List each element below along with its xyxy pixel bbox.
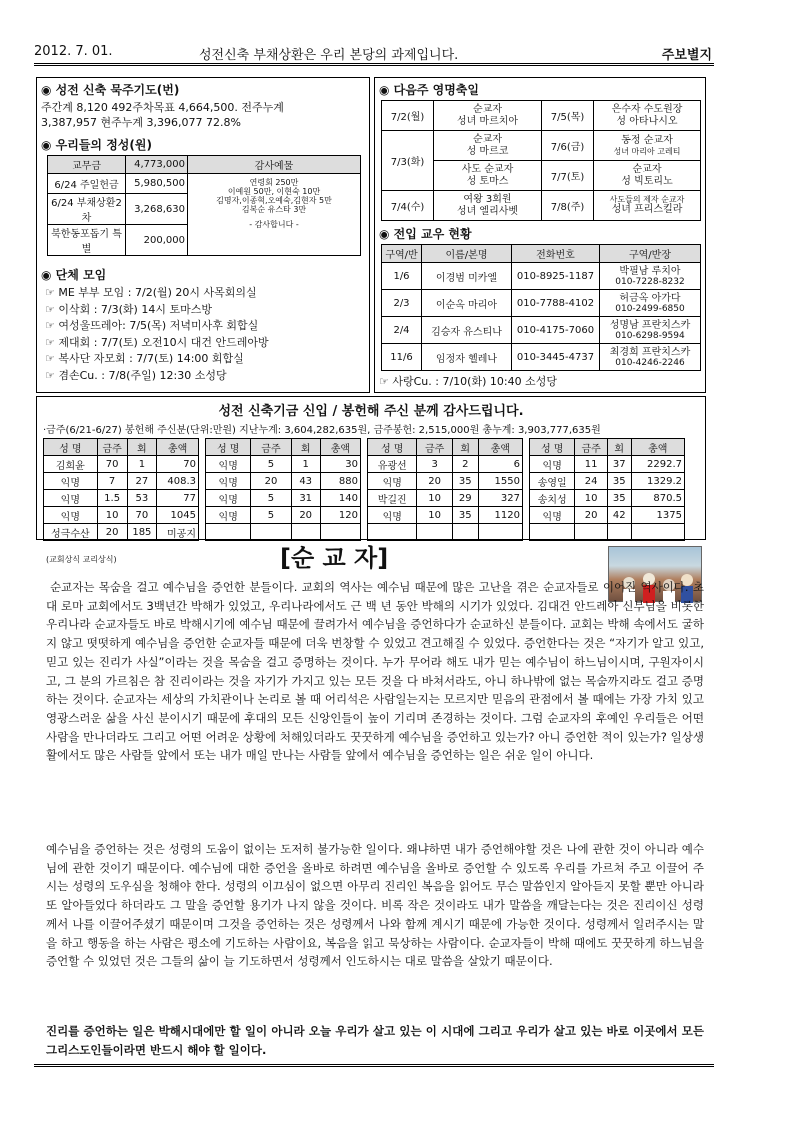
table-row — [382, 317, 701, 344]
donor-name: 송치성 — [530, 490, 575, 507]
fund-head: 회 — [291, 439, 320, 456]
leader-phone: 010-4246-2246 — [615, 357, 685, 368]
transfer-note: ☞ 사랑Cu. : 7/10(화) 10:40 소성당 — [379, 375, 557, 388]
week-amount: 11 — [575, 456, 607, 473]
fund-head: 총액 — [157, 439, 199, 456]
right-panel — [374, 77, 706, 393]
donor-name: 익명 — [206, 456, 251, 473]
week-amount: 10 — [97, 507, 127, 524]
page-header — [34, 42, 714, 66]
contrib-value: 3,268,630 — [126, 194, 188, 225]
feast-name: 은수자 수도원장 — [611, 103, 683, 115]
transfer-phone: 010-8925-1187 — [512, 263, 600, 290]
thanks-line: 이예원 50만, 이현숙 10만 — [227, 187, 321, 196]
prayer-line-1: 주간계 8,120 492주차목표 4,664,500. 전주누계 — [41, 101, 284, 114]
week-amount: 10 — [417, 490, 452, 507]
feast-table — [381, 100, 701, 221]
total: 327 — [478, 490, 522, 507]
total: 408.3 — [157, 473, 199, 490]
donor-name: 익명 — [44, 507, 98, 524]
contrib-title: ◉ 우리들의 정성(원) — [41, 138, 152, 152]
count: 185 — [127, 524, 157, 541]
feast-name: 여왕 3회원 — [463, 193, 512, 205]
table-row — [44, 507, 199, 524]
contrib-key: 6/24 주일헌금 — [48, 174, 126, 194]
meeting-item: ☞ 이삭회 : 7/3(화) 14시 토마스방 — [45, 302, 212, 316]
article-paragraph-2: 예수님을 증언하는 것은 성령의 도움이 없이는 도저히 불가능한 일이다. 왜냐하면 내가 증언해야할 것은 나에 관한 것이 아니라 예수님에 관한 것이기 때문이다. 예수님에 대한 증언을 올바로 하려면 예수님을 올바로 증언할 수 있도록 우리를 가르쳐 주고 이끌어 주시는 성령의 도우심을 청해야 한다. 성령의 이끄심이 없으면 아무리 진리인 복음을 읽어도 무슨 말씀인지 알아듣지 못할 뿐만 아니라 또 알아들었다 하더라도 그 말을 증언할 용기가 나지 않을 것이다. 비록 작은 것이라도 내가 말씀을 깨달는다는 것은 진리이신 성령께서 나를 이끌어주셨기 때문이며 그것을 증언하는 것은 성령께서 나와 함께 계시기 때문에 가능한 것이다. 성령께서 일러주시는 말을 하고 행동을 하는 사람은 평소에 기도하는 사람이요, 복음을 읽고 묵상하는 사람이다. 순교자들이 박해 때에도 꿋꿋하게 하느님을 증언할 수 있었던 것은 그들의 삶이 늘 기도하면서 성령께서 인도하시는 대로 말씀을 살았기 때문이다. — [46, 842, 704, 969]
table-row — [530, 507, 685, 524]
count: 53 — [127, 490, 157, 507]
issue-date: 2012. 7. 01. — [34, 44, 113, 59]
feast-date: 7/3(화) — [382, 131, 434, 191]
table-row — [206, 473, 361, 490]
prayer-line-2: 3,387,957 현주누계 3,396,077 72.8% — [41, 116, 241, 129]
left-panel — [36, 77, 370, 393]
feast-name: 순교자 — [473, 103, 502, 115]
feast-date: 7/5(목) — [542, 101, 594, 131]
table-row — [530, 473, 685, 490]
donor-name: 익명 — [530, 507, 575, 524]
total: 1120 — [478, 507, 522, 524]
contrib-value: 200,000 — [126, 225, 188, 256]
week-amount: 20 — [575, 507, 607, 524]
donor-name: 익명 — [530, 456, 575, 473]
donor-name: 유광선 — [368, 456, 417, 473]
total: 870.5 — [631, 490, 684, 507]
fund-grid — [43, 438, 705, 541]
count: 1 — [127, 456, 157, 473]
table-row — [44, 473, 199, 490]
fund-head: 총액 — [320, 439, 360, 456]
total: 140 — [320, 490, 360, 507]
week-amount: 5 — [251, 456, 291, 473]
table-row — [382, 290, 701, 317]
leader-name: 박필남 루치아 — [619, 265, 681, 277]
total: 6 — [478, 456, 522, 473]
contrib-table — [47, 155, 361, 256]
week-amount: 70 — [97, 456, 127, 473]
fund-head: 회 — [127, 439, 157, 456]
feast-name: 순교자 — [473, 133, 502, 145]
donor-name: 익명 — [44, 490, 98, 507]
week-amount — [417, 524, 452, 541]
table-row — [206, 507, 361, 524]
feast-name: 동정 순교자 — [621, 135, 673, 146]
transfer-head: 구역/반장 — [600, 245, 701, 263]
meetings-title: ◉ 단체 모임 — [41, 268, 107, 282]
count — [607, 524, 631, 541]
week-amount: 5 — [251, 490, 291, 507]
donor-name: 성극수산 — [44, 524, 98, 541]
thanks-cell — [188, 174, 361, 256]
donor-name: 익명 — [206, 490, 251, 507]
article-paragraph-3: 진리를 증언하는 일은 박해시대에만 할 일이 아니라 오늘 우리가 살고 있는 이 시대에 그리고 우리가 살고 있는 바로 이곳에서 모든 그리스도인들이라면 반드시 해야 할 일이다. — [46, 1024, 704, 1057]
feast-date: 7/6(금) — [542, 131, 594, 161]
total: 70 — [157, 456, 199, 473]
fund-head: 성 명 — [368, 439, 417, 456]
feast-date: 7/4(수) — [382, 191, 434, 221]
footer-rule — [34, 1064, 714, 1067]
feast-name: 성 아타나시오 — [616, 115, 678, 127]
thanks-head: 감사예물 — [188, 156, 361, 174]
week-amount: 24 — [575, 473, 607, 490]
table-row — [206, 490, 361, 507]
transfer-zone: 2/4 — [382, 317, 422, 344]
contrib-value: 5,980,500 — [126, 174, 188, 194]
fund-head: 성 명 — [44, 439, 98, 456]
feast-title: ◉ 다음주 영명축일 — [379, 83, 479, 97]
fund-head: 금주 — [575, 439, 607, 456]
transfer-phone: 010-4175-7060 — [512, 317, 600, 344]
donor-name: 박길진 — [368, 490, 417, 507]
fund-summary: ·금주(6/21-6/27) 봉헌해 주신분(단위:만원) 지난누계: 3,604,282,635원, 금주봉헌: 2,515,000원 총누계: 3,903,777,635원 — [43, 425, 601, 436]
fund-head: 총액 — [478, 439, 522, 456]
feast-name: 성 토마스 — [466, 175, 509, 187]
fund-head: 금주 — [251, 439, 291, 456]
total: 미공지 — [157, 524, 199, 541]
week-amount: 20 — [417, 473, 452, 490]
feast-name: 성녀 엘리사벳 — [456, 205, 519, 217]
transfer-head: 이름/본명 — [422, 245, 512, 263]
donor-name — [530, 524, 575, 541]
fund-head: 총액 — [631, 439, 684, 456]
leader-name: 최경희 프란치스카 — [609, 346, 691, 358]
count: 29 — [452, 490, 478, 507]
header-label: 주보별지 — [661, 48, 712, 63]
total: 880 — [320, 473, 360, 490]
article-source: (교회상식 교리상식) — [46, 555, 117, 564]
total: 1045 — [157, 507, 199, 524]
transfer-phone: 010-3445-4737 — [512, 344, 600, 371]
table-row — [206, 456, 361, 473]
meeting-item: ☞ 제대회 : 7/7(토) 오전10시 대건 안드레아방 — [45, 335, 269, 349]
thanks-line: 연령회 250만 — [249, 178, 299, 187]
fund-head: 금주 — [417, 439, 452, 456]
week-amount: 3 — [417, 456, 452, 473]
prayer-title: ◉ 성전 신축 묵주기도(번) — [41, 83, 180, 97]
fund-table — [529, 438, 685, 541]
fund-table — [43, 438, 199, 541]
donor-name: 익명 — [206, 507, 251, 524]
total: 30 — [320, 456, 360, 473]
donor-name — [206, 524, 251, 541]
table-row — [382, 344, 701, 371]
transfer-zone: 11/6 — [382, 344, 422, 371]
donor-name: 익명 — [368, 473, 417, 490]
meeting-item: ☞ 겸손Cu. : 7/8(주일) 12:30 소성당 — [45, 368, 227, 382]
table-row — [44, 456, 199, 473]
count: 1 — [291, 456, 320, 473]
total: 2292.7 — [631, 456, 684, 473]
table-row — [368, 456, 523, 473]
total: 77 — [157, 490, 199, 507]
count: 20 — [291, 507, 320, 524]
total — [478, 524, 522, 541]
week-amount: 10 — [417, 507, 452, 524]
transfer-zone: 2/3 — [382, 290, 422, 317]
fund-table — [205, 438, 361, 541]
fund-title: 성전 신축기금 신입 / 봉헌해 주신 분께 감사드립니다. — [218, 404, 524, 419]
meeting-item: ☞ 여성울뜨레아: 7/5(목) 저녁미사후 회합실 — [45, 319, 259, 332]
contrib-key: 북한동포돕기 특별 — [48, 225, 126, 256]
total: 1550 — [478, 473, 522, 490]
contrib-value: 4,773,000 — [126, 156, 188, 174]
count: 35 — [452, 473, 478, 490]
count: 2 — [452, 456, 478, 473]
fund-head: 회 — [607, 439, 631, 456]
total — [631, 524, 684, 541]
feast-name: 사도 순교자 — [461, 163, 514, 175]
leader-phone: 010-2499-6850 — [615, 303, 685, 314]
fund-section — [36, 396, 706, 540]
fund-head: 성 명 — [206, 439, 251, 456]
table-row — [44, 524, 199, 541]
donor-name: 김희윤 — [44, 456, 98, 473]
leader-phone: 010-6298-9594 — [615, 330, 685, 341]
feast-name: 성 빅토리노 — [621, 175, 673, 187]
meeting-item: ☞ ME 부부 모임 : 7/2(월) 20시 사목회의실 — [45, 286, 257, 299]
week-amount: 1.5 — [97, 490, 127, 507]
week-amount: 10 — [575, 490, 607, 507]
transfer-head: 구역/반 — [382, 245, 422, 263]
table-row — [44, 490, 199, 507]
count: 27 — [127, 473, 157, 490]
week-amount: 20 — [97, 524, 127, 541]
week-amount: 20 — [251, 473, 291, 490]
transfer-phone: 010-7788-4102 — [512, 290, 600, 317]
count: 42 — [607, 507, 631, 524]
transfer-name: 임정자 헬레나 — [422, 344, 512, 371]
feast-name: 성녀 마르치아 — [456, 115, 519, 127]
count: 35 — [607, 490, 631, 507]
donor-name: 익명 — [368, 507, 417, 524]
total: 1329.2 — [631, 473, 684, 490]
transfer-table — [381, 244, 701, 371]
leader-name: 성명남 프란치스카 — [609, 319, 691, 331]
header-slogan: 성전신축 부채상환은 우리 본당의 과제입니다. — [199, 48, 459, 63]
table-row — [368, 524, 523, 541]
contrib-key: 6/24 부채상환2차 — [48, 194, 126, 225]
fund-head: 성 명 — [530, 439, 575, 456]
table-row — [368, 490, 523, 507]
meeting-item: ☞ 복사단 자모회 : 7/7(토) 14:00 회합실 — [45, 352, 244, 365]
donor-name: 익명 — [44, 473, 98, 490]
feast-date: 7/7(토) — [542, 161, 594, 191]
week-amount — [575, 524, 607, 541]
donor-name: 송영일 — [530, 473, 575, 490]
feast-name: 순교자 — [632, 163, 662, 175]
count: 70 — [127, 507, 157, 524]
feast-name: 성녀 마리아 고레티 — [613, 147, 681, 156]
feast-date: 7/8(주) — [542, 191, 594, 221]
article-title: [순 교 자] — [280, 544, 389, 572]
table-row — [530, 490, 685, 507]
transfer-title: ◉ 전입 교우 현황 — [379, 227, 472, 241]
week-amount: 7 — [97, 473, 127, 490]
total: 120 — [320, 507, 360, 524]
table-row — [368, 507, 523, 524]
table-row — [530, 524, 685, 541]
count: 43 — [291, 473, 320, 490]
transfer-head: 전화번호 — [512, 245, 600, 263]
contrib-key: 교무금 — [48, 156, 126, 174]
thanks-end: - 감사합니다 - — [249, 220, 299, 229]
table-row — [368, 473, 523, 490]
week-amount: 5 — [251, 507, 291, 524]
thanks-line: 김복순 유스타 3만 — [241, 205, 307, 214]
count: 37 — [607, 456, 631, 473]
fund-head: 회 — [452, 439, 478, 456]
feast-name: 성녀 프리스킬라 — [611, 204, 683, 215]
transfer-name: 이경범 미카엘 — [422, 263, 512, 290]
count: 31 — [291, 490, 320, 507]
transfer-name: 이순옥 마리아 — [422, 290, 512, 317]
total: 1375 — [631, 507, 684, 524]
donor-name: 익명 — [206, 473, 251, 490]
fund-head: 금주 — [97, 439, 127, 456]
count — [452, 524, 478, 541]
count: 35 — [607, 473, 631, 490]
count: 35 — [452, 507, 478, 524]
transfer-name: 김승자 유스티나 — [422, 317, 512, 344]
table-row — [382, 263, 701, 290]
leader-phone: 010-7228-8232 — [615, 276, 685, 287]
feast-date: 7/2(월) — [382, 101, 434, 131]
transfer-zone: 1/6 — [382, 263, 422, 290]
thanks-line: 김명자,이종혁,오예숙,김현자 5만 — [216, 196, 332, 205]
fund-table — [367, 438, 523, 541]
article-paragraph-1: 순교자는 목숨을 걸고 예수님을 증언한 분들이다. 교회의 역사는 예수님 때문에 많은 고난을 겪은 순교자들로 이어진 역사이다. 초대 로마 교회에서도 3백년간 박해가 있었고, 우리나라에서도 근 백 년 동안 박해의 시기가 있었다. 김대건 안드레아 신부님을 비롯한 우리나라 순교자들도 바로 박해시기에 예수님 때문에 끌려가서 예수님을 증언하다가 순교하신 분들이다. 교회는 박해 속에서도 굴하지 않고 떳떳하게 예수님을 증언한 순교자들 때문에 더욱 번창할 수 있었고 견고해질 수 있었다. 증언한다는 것은 “자기가 알고 있고, 믿고 있는 진리가 사실”이라는 것을 목숨을 걸고 증명하는 것이다. 누가 무어라 해도 내가 믿는 예수님이 하느님이시며, 구원자이시고, 그 분의 가르침은 참 진리이라는 것을 자기가 가지고 있는 모든 것을 다 바쳐서라도, 아니 하나밖에 없는 목숨까지라도 걸고 증명하는 것이다. 순교자는 세상의 가치관이나 논리로 볼 때 어리석은 사람일는지는 모르지만 믿음의 관점에서 볼 때에는 가장 가치 있고 영광스러운 삶을 사신 분이시기 때문에 후대의 모든 신앙인들이 높이 기리며 존경하는 것이다. 그럼 순교자의 후예인 우리들은 어떤 사람을 만나더라도 그리고 어떤 어려운 상황에 처해있더라도 꿋꿋하게 예수님을 증언하고 있는가? 아니 증언한 적이 있는가? 일상생활에서도 많은 사람들 앞에서 또는 내가 매일 만나는 사람들 앞에서 예수님을 증언하는 일은 쉬운 일이 아니다. — [46, 580, 704, 763]
leader-name: 허금옥 아가다 — [619, 292, 681, 304]
table-row — [530, 456, 685, 473]
feast-name: 사도들의 제자 순교자 — [609, 195, 685, 204]
feast-name: 성 마르코 — [466, 145, 509, 157]
